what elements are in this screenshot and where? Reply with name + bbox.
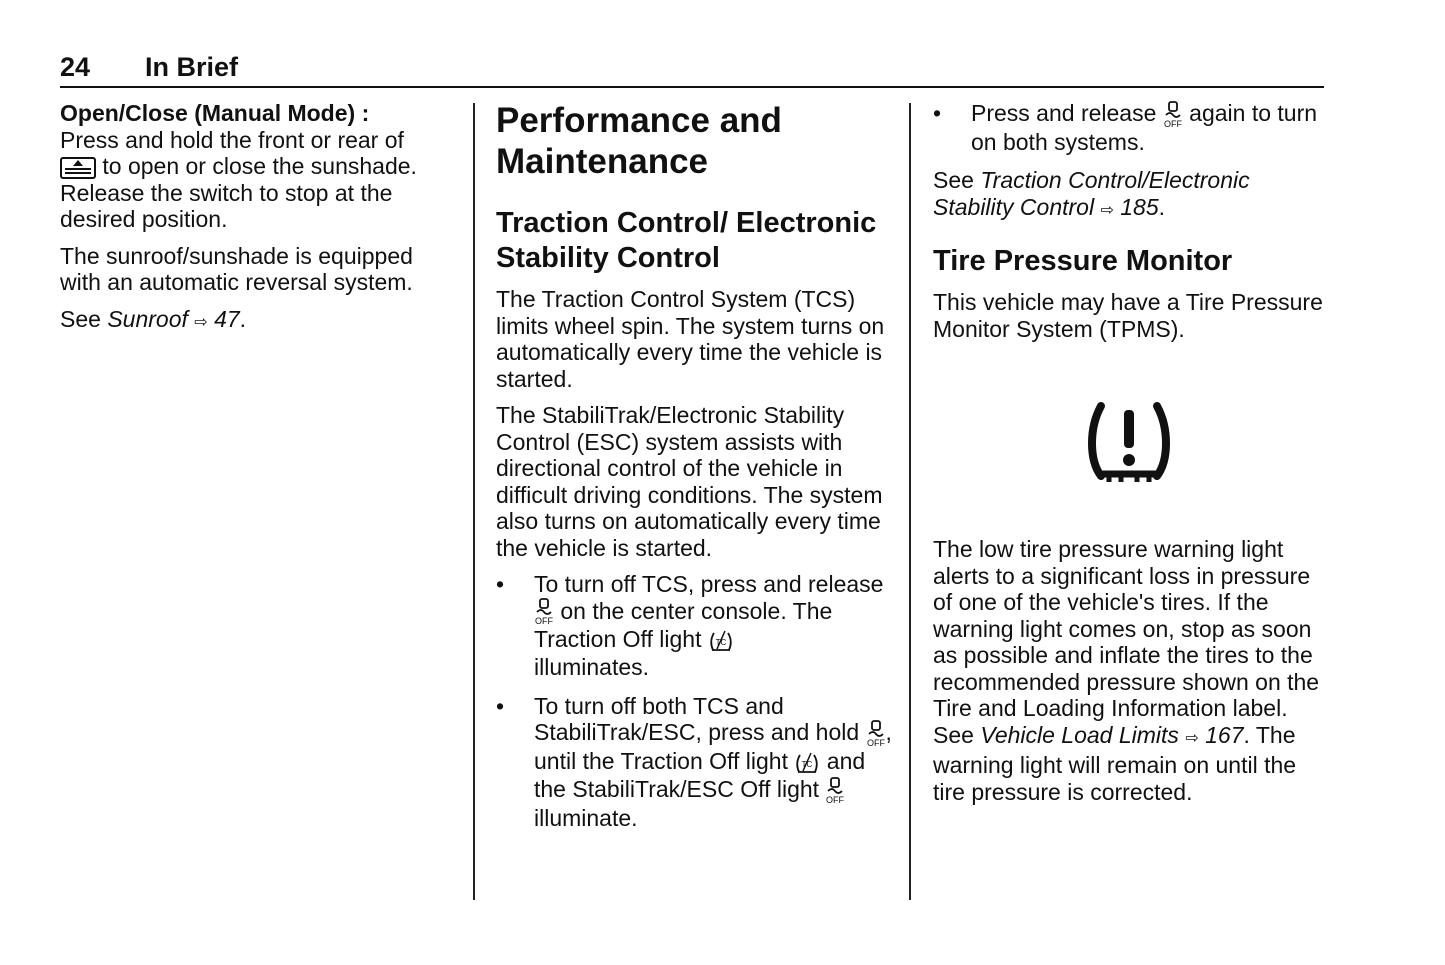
page-number: 24 [60,52,91,82]
bullet-item [496,693,896,832]
text: Press and hold the front or rear of [60,126,404,153]
column-divider [909,103,911,900]
performance-title: Performance and Maintenance [496,101,782,181]
text: Press and release [971,100,1157,126]
page-ref-arrow-icon: ⇨ [1100,201,1114,219]
tire-pressure-heading: Tire Pressure Monitor [933,245,1233,278]
svg-text:OFF: OFF [826,795,845,806]
text: The low tire pressure warning light alerts to a significant loss in pressure of one of the vehicle's tires. If the warning light comes on, stop as soon as possible and inflate the tires to the recommended pressure shown on the Tire and Loading Information label. See [933,536,1320,748]
text: . [1158,193,1166,220]
tpms-warning-icon [1087,400,1171,484]
text: illuminates. [534,654,650,681]
page-ref-arrow-icon: ⇨ [1185,729,1199,747]
esc-off-icon [866,720,886,748]
page-ref[interactable]: 167 [1198,721,1244,748]
svg-text:TC: TC [802,760,813,770]
svg-text:OFF: OFF [535,616,553,627]
esc-off-icon [825,777,845,805]
section-title: In Brief [145,52,239,82]
esc-off-icon [1163,101,1183,129]
esc-paragraph: The StabiliTrak/Electronic Stability Control (ESC) system assists with directional control of the vehicle in difficult driving conditions. The system also turns on automatically every time the vehicle is started. [496,402,883,561]
text: To turn off both TCS and StabiliTrak/ESC, press and hold [534,692,860,746]
column-divider [473,103,475,900]
text: See [933,167,981,194]
bullet-item [933,100,1325,155]
page-ref-arrow-icon: ⇨ [194,313,208,331]
page-ref[interactable]: 185 [1113,193,1159,220]
text: illuminate. [534,805,638,832]
see-sunroof [60,306,450,337]
text: . The warning light will remain on until the tire pressure is corrected. [933,721,1297,805]
text: to open or close the sunshade. Release the switch to stop at the desired position. [60,153,417,232]
page-ref[interactable]: 47 [207,305,240,332]
tpms-intro: This vehicle may have a Tire Pressure Monitor System (TPMS). [933,289,1323,342]
sunroof-link[interactable]: Sunroof [107,305,188,332]
bullet-item [496,571,896,681]
manual-mode-heading: Open/Close (Manual Mode) : [60,100,370,126]
text: again to turn on both systems. [971,100,1318,155]
text: See [60,305,108,332]
tpms-warning-paragraph [933,536,1325,805]
sunshade-paragraph [60,100,450,233]
esc-off-icon [534,598,554,626]
sunshade-switch-icon [60,157,96,179]
vehicle-load-limits-link[interactable]: Vehicle Load Limits [980,721,1179,748]
svg-text:TC: TC [715,638,727,648]
column-2 [496,100,896,844]
text: , until the Traction Off light [534,719,892,775]
text: To turn off TCS, press and release [534,571,884,597]
reversal-paragraph: The sunroof/sunshade is equipped with an automatic reversal system. [60,242,413,295]
traction-control-link[interactable]: Traction Control/Electronic Stability Control [933,167,1250,220]
text: and the StabiliTrak/ESC Off light [534,748,866,803]
see-traction-control [933,167,1325,224]
tcs-paragraph: The Traction Control System (TCS) limits wheel spin. The system turns on automatically every time the vehicle is started. [496,286,885,392]
traction-off-icon [708,628,734,654]
column-3 [933,100,1325,815]
traction-off-icon [794,750,820,776]
column-1 [60,100,450,346]
traction-control-heading: Traction Control/ Electronic Stability Control [496,207,877,274]
svg-text:OFF: OFF [866,738,885,749]
svg-text:OFF: OFF [1163,118,1182,129]
text: . [239,305,247,332]
page-header [60,52,1324,88]
text: on the center console. The Traction Off light [534,597,833,653]
